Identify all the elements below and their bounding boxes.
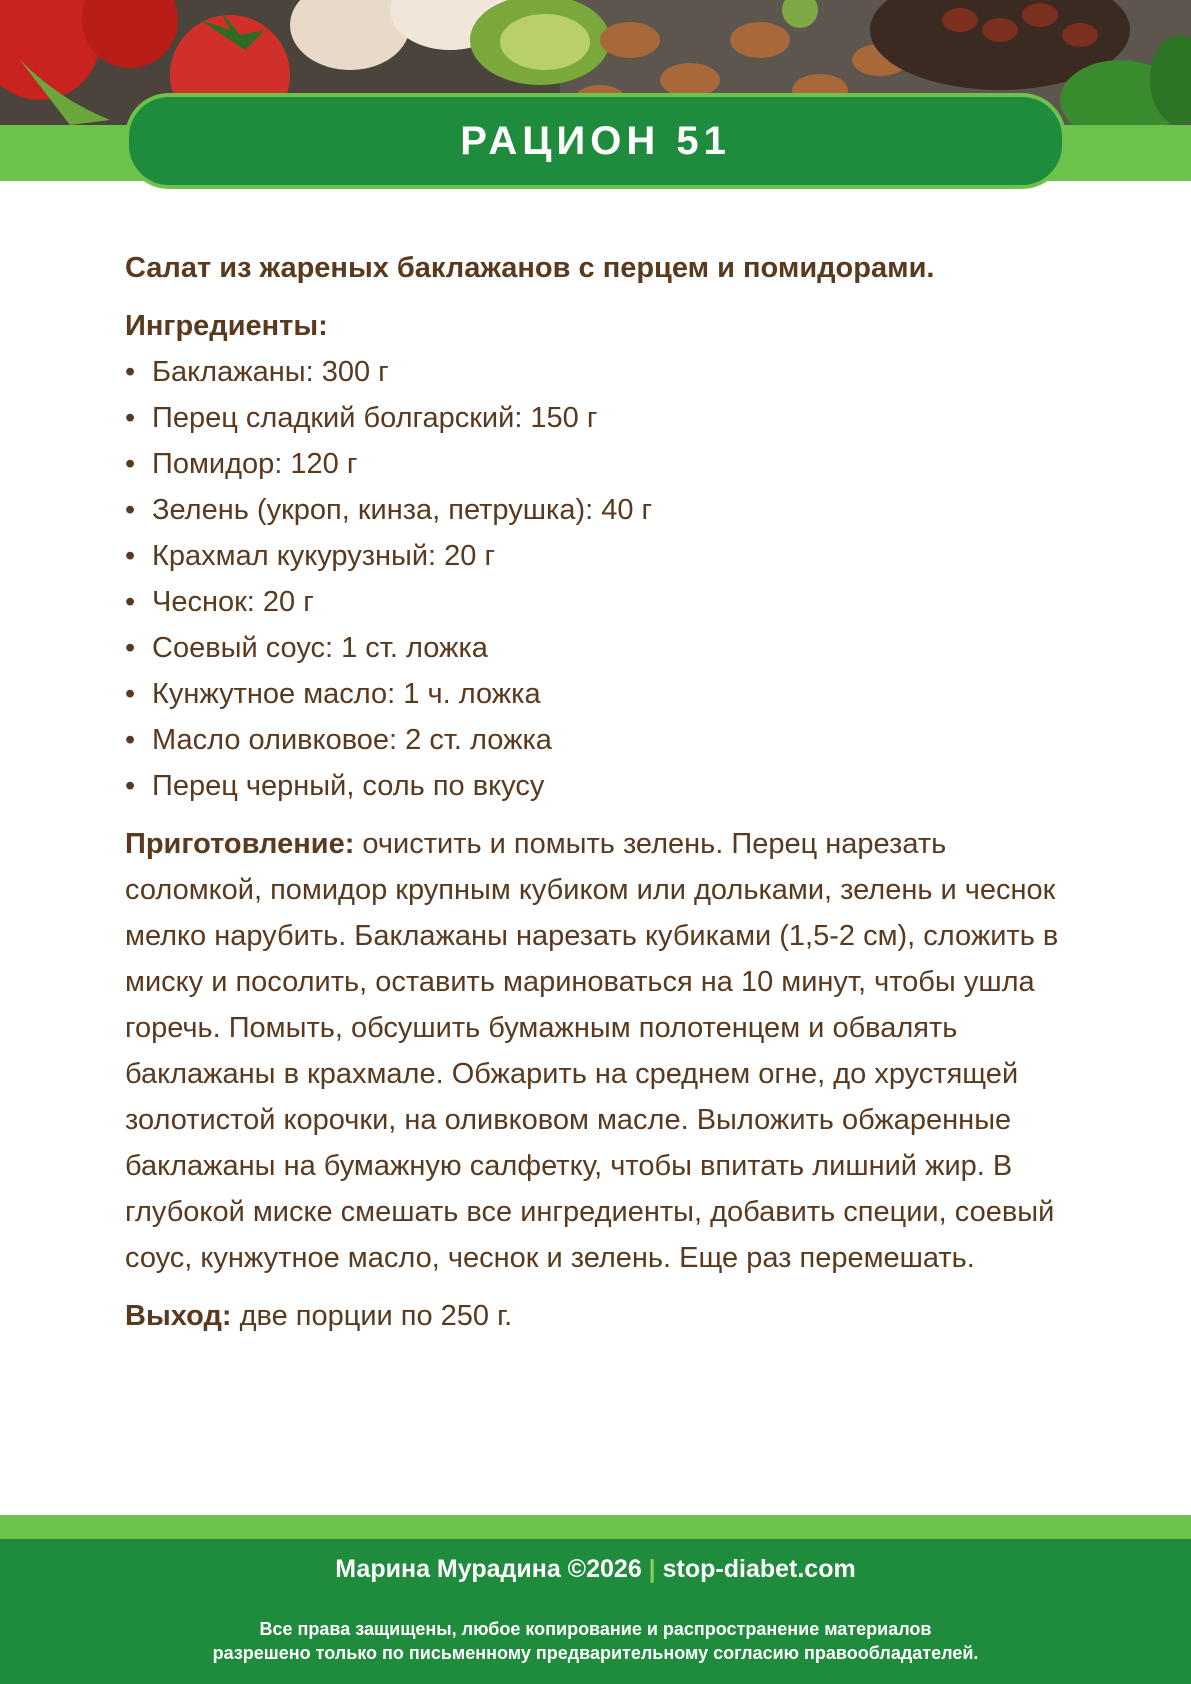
footer-rights [0,1617,1191,1665]
preparation-text: очистить и помыть зелень. Перец нарезать соломкой, помидор крупным кубиком или дольками, зелень и чеснок мелко нарубить. Баклажаны нарезать кубиками (1,5-2 см), сложить в миску и посолить, оставить мариноваться на 10 минут, чтобы ушла горечь. Помыть, обсушить бумажным полотенцем и обвалять баклажаны в крахмале. Обжарить на среднем огне, до хрустящей золотистой корочки, на оливковом масле. Выложить обжаренные баклажаны на бумажную салфетку, чтобы впитать лишний жир. В глубокой миске смешать все ингредиенты, добавить специи, соевый соус, кунжутное масло, чеснок и зелень. Еще раз перемешать. [125,828,1059,1274]
ingredient-item: • Чеснок: 20 г [125,579,1075,625]
ingredient-item: • Баклажаны: 300 г [125,349,1075,395]
preparation-paragraph [125,821,1075,1281]
title-banner [125,93,1066,189]
ingredient-item: • Помидор: 120 г [125,441,1075,487]
ingredient-item: • Масло оливковое: 2 ст. ложка [125,717,1075,763]
footer-rights-line: разрешено только по письменному предварительному согласию правообладателей. [212,1643,979,1663]
yield-label: Выход: [125,1300,232,1332]
ingredient-item: • Кунжутное масло: 1 ч. ложка [125,671,1075,717]
footer-author: Марина Мурадина ©2026 [335,1555,642,1583]
preparation-label: Приготовление: [125,828,355,860]
ingredient-item: • Перец сладкий болгарский: 150 г [125,395,1075,441]
ingredient-item: • Крахмал кукурузный: 20 г [125,533,1075,579]
ingredients-list [125,349,1075,809]
yield-text: две порции по 250 г. [231,1300,513,1332]
ingredients-heading: Ингредиенты: [125,310,328,342]
footer-site-link[interactable]: stop-diabet.com [662,1555,856,1583]
ingredient-item: • Зелень (укроп, кинза, петрушка): 40 г [125,487,1075,533]
footer-separator: | [648,1555,656,1583]
footer [0,1539,1191,1684]
page-title: РАЦИОН 51 [460,118,731,163]
yield-paragraph [125,1293,1075,1339]
recipe-content [125,245,1075,1339]
recipe-title: Салат из жареных баклажанов с перцем и помидорами. [125,252,935,284]
footer-green-strip [0,1515,1191,1539]
ingredient-item: • Перец черный, соль по вкусу [125,763,1075,809]
footer-rights-line: Все права защищены, любое копирование и распространение материалов [259,1619,932,1639]
footer-credits [0,1555,1191,1584]
ingredient-item: • Соевый соус: 1 ст. ложка [125,625,1075,671]
